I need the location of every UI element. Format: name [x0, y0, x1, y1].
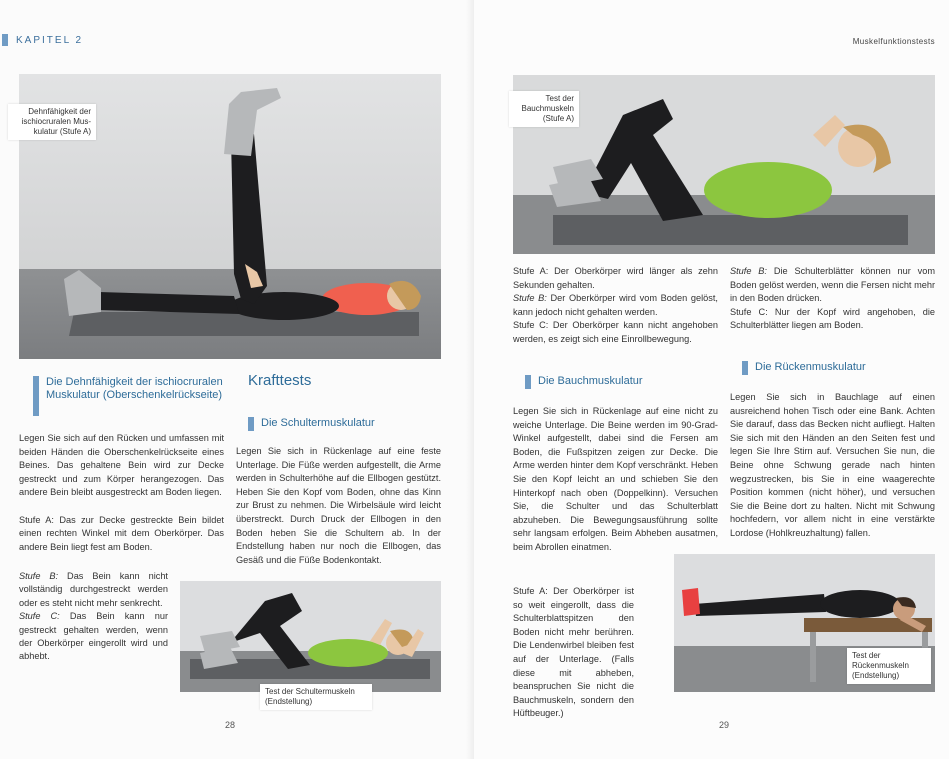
right-page [474, 0, 949, 759]
abs-level-c [513, 319, 718, 346]
running-head-bar [2, 34, 8, 46]
abs-level-c-text: Der Oberkörper kann nicht angehoben werden, es zeigt sich eine Einrollbewegung. [513, 320, 718, 344]
section-shoulder-heading [248, 417, 448, 431]
page-number-right: 29 [719, 720, 730, 730]
level-c-label: Stufe C: [19, 611, 60, 622]
back-level-b [730, 265, 935, 306]
level-b-text: Das Bein kann nicht vollständig durchgestreckt werden oder es steht nicht mehr senkrecht. [19, 571, 168, 608]
stretch-photo-caption: Dehnfähigkeit der ischiocruralen Mus- kulatur (Stufe A) [8, 104, 96, 140]
back-level-c-label: Stufe C: [730, 306, 768, 317]
stretch-level-b [19, 570, 168, 610]
shoulder-photo-caption: Test der Schultermuskeln (Endstellung) [260, 684, 372, 710]
section-abs-level-a [513, 585, 634, 721]
level-b-label: Stufe B: [19, 571, 59, 581]
section-shoulder-title: Die Schultermuskulatur [261, 417, 375, 429]
abs-level-a-label: Stufe A: [513, 266, 549, 276]
section-back-heading [742, 361, 932, 375]
section-bar [33, 376, 39, 416]
section-shoulder-body: Legen Sie sich in Rückenlage auf eine feste Unterlage. Die Füße werden aufgestellt, die Arme werden in Schulterhöhe auf die Ellbogen gestützt. Heben Sie den Kopf vom Boden, ohne das Kinn zur Brust zu nehmen. Die Wirbelsäule wird leicht überstreckt. Durch Druck der Ellbogen in den Boden heben Sie die Schultern ab. In der Endstellung haben nur noch die Ellbogen, das Gesäß und die Füße Bodenkontakt. [236, 446, 441, 565]
back-level-c [730, 306, 935, 333]
section-bar [525, 375, 531, 389]
abs-body-level-a-text: Der Oberkörper ist so weit eingerollt, dass die Schulterblattspitzen den Boden nicht mehr berühren. Die Lendenwirbel bleiben fest auf der Unterlage. (Falls diese mit abheben, beanspruchen Sie nicht die Bauchmuskeln, sondern den Hüftbeuger.) [513, 586, 634, 719]
abs-level-b-text: Der Oberkörper wird vom Boden gelöst, kann jedoch nicht gehalten werden. [513, 293, 718, 317]
abs-level-a [513, 265, 718, 292]
abs-levels [513, 265, 718, 347]
running-head-right: Muskelfunktionstests [852, 37, 935, 46]
chapter-heading: Krafttests [248, 372, 312, 389]
level-a-label: Stufe A: [19, 514, 54, 525]
level-a-text: Das zur Decke gestreckte Bein bildet einen rechten Winkel mit dem Oberkörper. Das andere Bein liegt fest am Boden. [19, 514, 224, 552]
section-stretch-heading [33, 376, 223, 416]
abs-level-a-text: Der Oberkörper wird länger als zehn Sekunden gehalten. [513, 266, 719, 290]
abs-body-level-a-label: Stufe A: [513, 586, 548, 596]
page-number-left: 28 [225, 720, 236, 730]
level-c-text: Das Bein kann nur gestreckt gehalten werden, wenn der Oberkörper eingerollt wird und abhebt. [19, 611, 168, 662]
stretch-level-c [19, 610, 168, 664]
section-back-title: Die Rückenmuskulatur [755, 361, 866, 373]
section-stretch-levels-bc [19, 570, 168, 664]
left-page [0, 0, 474, 759]
back-levels [730, 265, 935, 333]
abs-level-b [513, 292, 718, 319]
section-stretch-title: Die Dehnfähigkeit der ischiocruralen Muskulatur (Oberschenkelrückseite) [46, 376, 223, 401]
running-head-chapter: KAPITEL 2 [16, 34, 84, 46]
back-photo-caption: Test der Rückenmuskeln (Endstellung) [847, 648, 931, 684]
section-abs-title: Die Bauchmuskulatur [538, 375, 643, 387]
stretch-level-a [19, 514, 224, 555]
section-stretch-body [19, 432, 224, 554]
section-abs-body: Legen Sie sich in Rückenlage auf eine nicht zu weiche Unterlage. Die Beine werden im 90-Grad-Winkel aufgestellt, dabei sind die Fersen am Boden, die Fußspitzen zeigen zur Decke. Die Arme werden hinter dem Kopf verschränkt. Heben Sie den Kopf leicht an und schieben Sie den Hinterkopf nach oben (Doppelkinn). Versuchen Sie, die Schulter und das Schulterblatt abzuheben. Die Bewegungsausführung sollte sehr langsam erfolgen. Beim Abheben ausatmen, beim Abrollen einatmen. [513, 406, 718, 552]
section-back-body: Legen Sie sich in Bauchlage auf einen ausreichend hohen Tisch oder eine Bank. Achten Sie darauf, dass das Becken nicht aufliegt. Halten Sie sich mit den Händen an den Seiten fest und legen Sie Ihre Stirn auf. Versuchen Sie nun, die Beine ohne Schwung gerade nach hinten wegzustrecken, bis Sie in eine waagerechte Position kommen (nicht höher), und versuchen Sie die Beine dort zu halten. Nicht mit Schwung hochfedern, vor allem nicht in eine verstärkte Lordose (Hohlkreuzhaltung) fallen. [730, 392, 935, 538]
abs-photo-caption: Test der Bauchmuskeln (Stufe A) [509, 91, 579, 127]
back-level-c-text: Nur der Kopf wird angehoben, die Schulterblätter liegen am Boden. [730, 306, 935, 331]
section-abs-heading [525, 375, 715, 389]
shoulder-photo [180, 581, 441, 692]
section-bar [248, 417, 254, 431]
back-level-b-label: Stufe B: [730, 266, 767, 276]
abs-level-b-label: Stufe B: [513, 293, 547, 304]
section-bar [742, 361, 748, 375]
stretch-paragraph: Legen Sie sich auf den Rücken und umfassen mit beiden Händen die Oberschenkelrückseite eines Beines. Das gehaltene Bein wird zur Decke gestreckt und zum Körper herangezogen. Das andere Bein bleibt ausgestreckt am Boden liegen. [19, 433, 224, 498]
running-head-left [2, 34, 83, 46]
person-shoulder-lift-photo-icon [180, 581, 441, 692]
abs-level-c-label: Stufe C: [513, 320, 549, 331]
back-level-b-text: Die Schulterblätter können nur vom Boden gelöst werden, wenn die Fersen nicht mehr in den Boden drücken. [730, 266, 935, 304]
